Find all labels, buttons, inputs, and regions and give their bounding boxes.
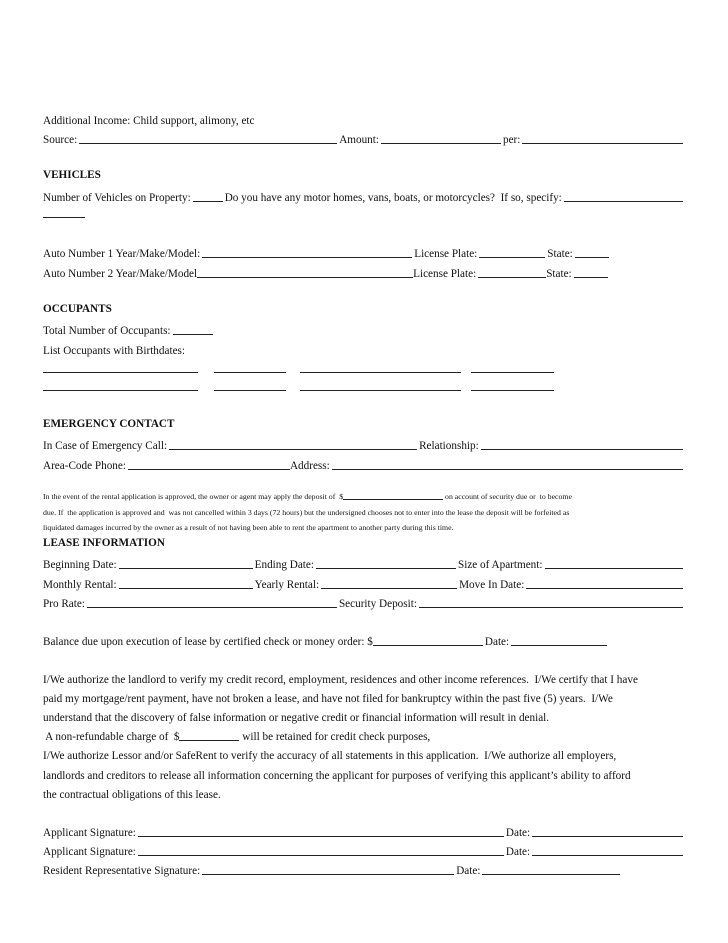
occupant-2-birthdate-field[interactable] bbox=[471, 371, 554, 373]
auto1-state-field[interactable] bbox=[575, 248, 609, 258]
auto2-model-field[interactable] bbox=[197, 268, 413, 278]
resident-signature-field[interactable] bbox=[202, 865, 454, 875]
authorization-line2: paid my mortgage/rent payment, have not broken a lease, and have not filed for bankruptcy within the past five (5) years. I/We bbox=[43, 693, 613, 705]
occupants-total-field[interactable] bbox=[173, 325, 213, 335]
prorate-field[interactable] bbox=[87, 598, 337, 608]
monthly-rental-field[interactable] bbox=[119, 579, 253, 589]
occupant-3-name-field[interactable] bbox=[43, 389, 198, 391]
yearly-rental-field[interactable] bbox=[321, 579, 457, 589]
emergency-relationship-field[interactable] bbox=[481, 440, 683, 450]
income-source-field[interactable] bbox=[79, 134, 337, 144]
applicant-1-date-field[interactable] bbox=[532, 827, 683, 837]
auto1-row: Auto Number 1 Year/Make/Model: License Plate: State: bbox=[43, 244, 685, 260]
occupant-4-birthdate-field[interactable] bbox=[471, 389, 554, 391]
additional-income-heading: Additional Income: Child support, alimony, etc bbox=[43, 115, 255, 127]
authorization-line3: understand that the discovery of false information or negative credit or financial information will result in denial. bbox=[43, 712, 550, 724]
occupants-heading: OCCUPANTS bbox=[43, 303, 112, 315]
deposit-text-line3: liquidated damages incurred by the owner as a result of not having been able to rent the apartment to another party during this time. bbox=[43, 523, 454, 532]
auto1-plate-field[interactable] bbox=[479, 248, 545, 258]
security-deposit-field[interactable] bbox=[419, 598, 683, 608]
auto2-state-field[interactable] bbox=[574, 268, 608, 278]
beginning-date-field[interactable] bbox=[119, 559, 253, 569]
balance-due-date-field[interactable] bbox=[511, 636, 607, 646]
occupants-total-row: Total Number of Occupants: bbox=[43, 321, 685, 337]
resident-signature-row: Resident Representative Signature: Date: bbox=[43, 861, 685, 877]
auto2-plate-field[interactable] bbox=[478, 268, 546, 278]
emergency-heading: EMERGENCY CONTACT bbox=[43, 418, 175, 430]
auto2-row: Auto Number 2 Year/Make/Model License Plate: State: bbox=[43, 264, 685, 280]
deposit-text-line1: In the event of the rental application is approved, the owner or agent may apply the deposit of $ on account of security due or to become bbox=[43, 492, 572, 501]
occupant-3-birthdate-field[interactable] bbox=[214, 389, 286, 391]
emergency-phone-row: Area-Code Phone: Address: bbox=[43, 456, 685, 472]
authorization-line6: landlords and creditors to release all information concerning the applicant for purposes of verifying this applicant’s ability to afford bbox=[43, 770, 631, 782]
vehicle-specify-field[interactable] bbox=[564, 192, 683, 202]
authorization-charge-line: A non-refundable charge of $ will be retained for credit check purposes, bbox=[43, 731, 431, 743]
applicant-2-date-field[interactable] bbox=[532, 846, 683, 856]
applicant-signature-row-2: Applicant Signature: Date: bbox=[43, 842, 685, 858]
emergency-address-field[interactable] bbox=[332, 460, 683, 470]
emergency-phone-field[interactable] bbox=[128, 460, 290, 470]
occupant-4-name-field[interactable] bbox=[300, 389, 461, 391]
lease-heading: LEASE INFORMATION bbox=[43, 537, 165, 549]
resident-date-field[interactable] bbox=[482, 865, 620, 875]
occupant-1-birthdate-field[interactable] bbox=[214, 371, 286, 373]
lease-dates-row: Beginning Date: Ending Date: Size of Apartment: bbox=[43, 555, 685, 571]
vehicle-specify-field-continued[interactable] bbox=[43, 216, 85, 218]
authorization-line1: I/We authorize the landlord to verify my credit record, employment, residences and other income references. I/We certify that I have bbox=[43, 674, 638, 686]
occupant-1-name-field[interactable] bbox=[43, 371, 198, 373]
applicant-signature-row-1: Applicant Signature: Date: bbox=[43, 823, 685, 839]
emergency-call-row: In Case of Emergency Call: Relationship: bbox=[43, 436, 685, 452]
lease-prorate-row: Pro Rate: Security Deposit: bbox=[43, 594, 685, 610]
applicant-1-signature-field[interactable] bbox=[138, 827, 504, 837]
apartment-size-field[interactable] bbox=[545, 559, 684, 569]
balance-due-row: Balance due upon execution of lease by certified check or money order: $ Date: bbox=[43, 632, 685, 648]
ending-date-field[interactable] bbox=[316, 559, 456, 569]
income-amount-field[interactable] bbox=[381, 134, 501, 144]
deposit-text-line2: due. If the application is approved and was not cancelled within 3 days (72 hours) but the undersigned chooses not to enter into the lease the deposit will be forfeited as bbox=[43, 508, 570, 517]
vehicle-count-field[interactable] bbox=[193, 192, 223, 202]
credit-check-charge-field[interactable] bbox=[179, 731, 239, 741]
income-per-field[interactable] bbox=[522, 134, 683, 144]
occupants-list-label: List Occupants with Birthdates: bbox=[43, 345, 185, 357]
lease-rental-row: Monthly Rental: Yearly Rental: Move In Date: bbox=[43, 575, 685, 591]
applicant-2-signature-field[interactable] bbox=[138, 846, 504, 856]
vehicles-heading: VEHICLES bbox=[43, 169, 101, 181]
authorization-line7: the contractual obligations of this lease. bbox=[43, 789, 221, 801]
deposit-amount-field[interactable] bbox=[343, 492, 443, 500]
emergency-name-field[interactable] bbox=[169, 440, 417, 450]
auto1-model-field[interactable] bbox=[202, 248, 412, 258]
balance-due-amount-field[interactable] bbox=[373, 636, 483, 646]
vehicles-question-row: Number of Vehicles on Property: Do you have any motor homes, vans, boats, or motorcycles? If so, specify: bbox=[43, 188, 685, 204]
occupant-2-name-field[interactable] bbox=[300, 371, 461, 373]
authorization-line5: I/We authorize Lessor and/or SafeRent to verify the accuracy of all statements in this application. I/We authorize all employers, bbox=[43, 750, 617, 762]
income-row: Source: Amount: per: bbox=[43, 130, 685, 146]
move-in-date-field[interactable] bbox=[526, 579, 683, 589]
